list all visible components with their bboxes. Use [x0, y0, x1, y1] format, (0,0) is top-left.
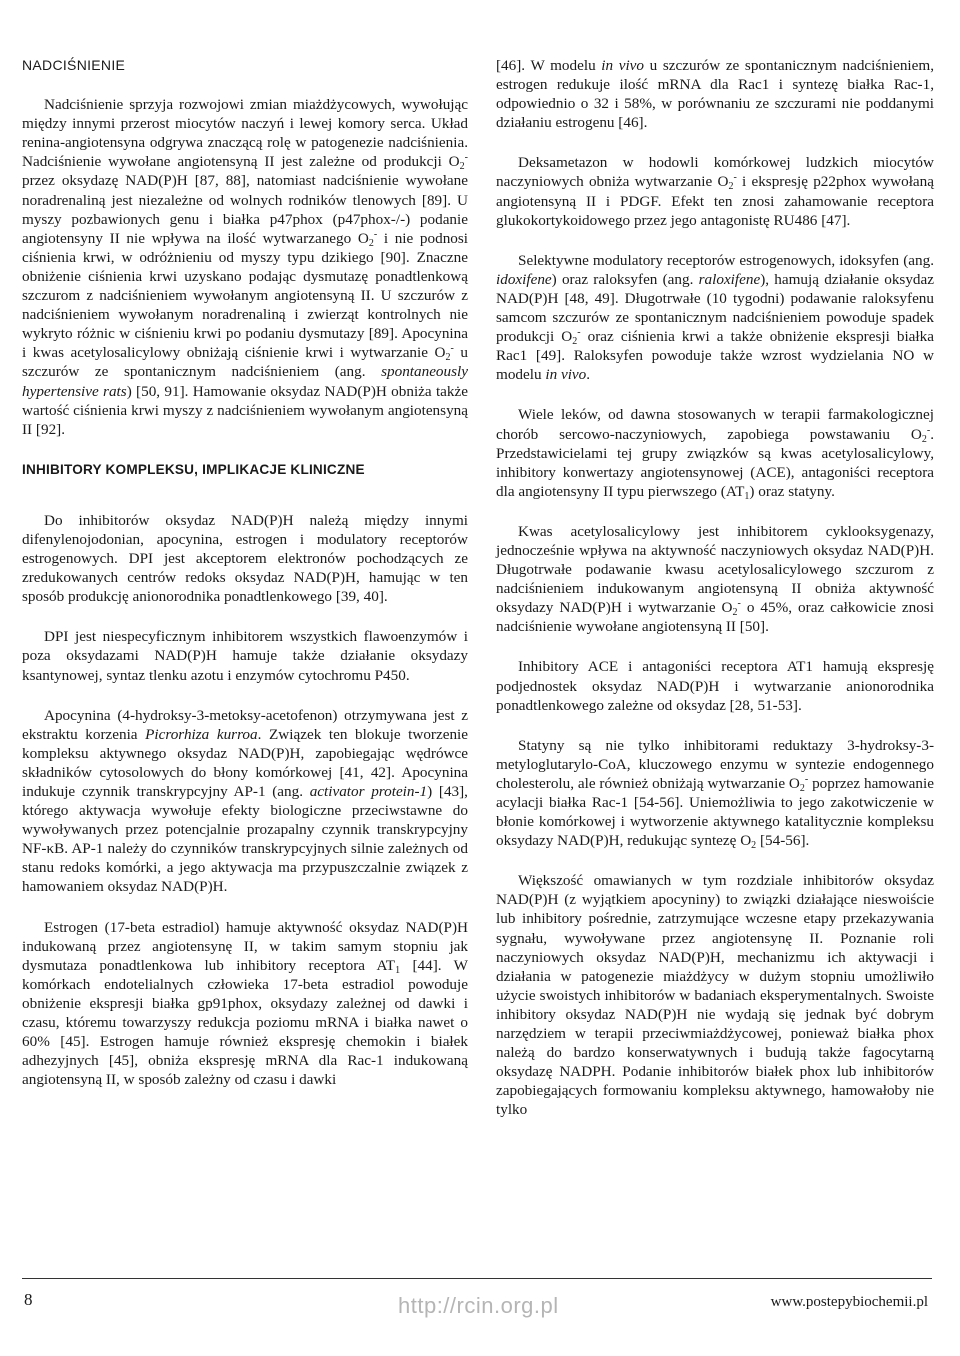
left-column — [22, 56, 468, 1110]
paragraph-summary: Większość omawianych w tym rozdziale inhibitorów oksydaz NAD(P)H (z wyjątkiem apocyniny) to związki działające nieswoiście lub inhibitory pośrednie, zatrzymujące wczesne etapy przekazywania sygnału, wywoływane przez angiotensynę II. Poznanie roli naczyniowych oksydaz NAD(P)H, mechanizmu ich aktywacji i działania w patogenezie miażdżycy w dużym stopniu umożliwiło użycie swoistych inhibitorów w badaniach eksperymentalnych. Swoiste inhibitory oksydaz NAD(P)H nie wydają się jednak być dobrym narzędziem w terapii przeciwmiażdżycowej, ponieważ białka phox należą do bardzo konserwatywnych i budują także fagocytarną oksydazę NADPH. Podanie inhibitorów białek phox lub inhibitorów zapobiegających formowaniu kompleksu aktywnego, hamowałoby nie tylko — [496, 872, 934, 1119]
footer-rule — [22, 1278, 932, 1279]
source-url[interactable]: http://rcin.org.pl — [398, 1293, 559, 1318]
paragraph-statins: Statyny są nie tylko inhibitorami reduktazy 3-hydroksy-3-metyloglutarylo-CoA, kluczowego enzymu w syntezie endogennego cholesterolu, ale również obniżają wytwarzanie $O_2^-$ poprzez hamowanie acylacji białka Rac-1 [54-56]. Uniemożliwia to jego zakotwiczenie w błonie komórkowej i wytworzenie aktywnego katalitycznie kompleksu oksydazy NAD(P)H, redukując syntezę $O_2$ [54-56]. — [496, 736, 934, 852]
journal-url[interactable]: www.postepybiochemii.pl — [770, 1294, 928, 1310]
paragraph-inhibitors: Do inhibitorów oksydaz NAD(P)H należą między innymi difenylenojodonian, apocynina, estrogen i modulatory receptorów estrogenowych. DPI jest akceptorem elektronów pochodzących ze zredukowanych centrów redoks oksydaz NAD(P)H, hamując w ten sposób produkcję anionorodnika ponadtlenkowego [39, 40]. — [22, 511, 468, 606]
paragraph-apocynin: Apocynina (4-hydroksy-3-metoksy-acetofenon) otrzymywana jest z ekstraktu korzenia Picrorhiza kurroa. Związek ten blokuje tworzenie kompleksu aktywnego oksydaz NAD(P)H, zapobiegając wędrówce składników cytosolowych do błony komórkowej [41, 42]. Apocynina indukuje czynnik transkrypcyjny AP-1 (ang. activator protein-1) [43], którego aktywacja wywołuje efekty biologiczne przeciwstawne do wywoływanych przez potencjalnie prozapalny czynnik transkrypcyjny NF-κB. AP-1 należy do czynników transkrypcyjnych silnie zależnych od stanu redoks komórki, a jego aktywacja ma przypuszczalnie związek z hamowaniem oksydaz NAD(P)H. — [22, 706, 469, 896]
right-column — [496, 56, 934, 1141]
paragraph-estrogen: Estrogen (17-beta estradiol) hamuje aktywność oksydaz NAD(P)H indukowaną przez angiotensynę II, w takim samym stopniu jak dysmutaza ponadtlenkowa lub inhibitory receptora $AT_1$ [44]. W komórkach endotelialnych człowieka 17-beta estradiol powoduje obniżenie ekspresji białka gp91phox, oksydazy zależnej od dawki i czasu, któremu towarzyszy redukcja poziomu mRNA i białka nawet o 60% [45]. Estrogen hamuje również ekspresję chemokin i białek adhezyjnych [45], obniża ekspresję mRNA dla Rac-1 indukowaną angiotensyną II, w sposób zależny od czasu i dawki — [22, 918, 468, 1089]
section-heading: INHIBITORY KOMPLEKSU, IMPLIKACJE KLINICZNE — [22, 461, 365, 477]
section-title: NADCIŚNIENIE — [22, 57, 126, 73]
paragraph-dpi: DPI jest niespecyficznym inhibitorem wszystkich flawoenzymów i poza oksydazami NAD(P)H hamuje także działanie oksydazy ksantynowej, syntaz tlenku azotu i enzymów cytochromu P450. — [22, 628, 468, 684]
paragraph-hypertension: Nadciśnienie sprzyja rozwojowi zmian miażdżycowych, wywołując między innymi przerost miocytów naczyń i lewej komory serca. Układ renina-angiotensyna odgrywa znaczącą rolę w patogenezie nadciśnienia. Nadciśnienie wywołane angiotensyną II jest zależne od produkcji $O_2^-$ przez oksydazę NAD(P)H [87, 88], natomiast nadciśnienie wywołane noradrenaliną jest niezależne od wolnych rodników tlenowych [89]. U myszy pozbawionych genu i białka p47phox (p47phox-/-) podanie angiotensyny II nie wpływa na ilość wytwarzanego $O_2^-$ i nie podnosi ciśnienia krwi, w odróżnieniu od myszy typu dzikiego [90]. Znaczne obniżenie ciśnienia krwi uzyskano podając dysmutazę ponadtlenkową szczurom z nadciśnieniem wywołanym angiotensyną II. U szczurów z nadciśnieniem wywołanym noradrenaliną i zwierząt kontrolnych nie wykryto różnic w ciśnieniu krwi po podaniu dysmutazy [89]. Apocynina i kwas acetylosalicylowy obniżają ciśnienie krwi i wytwarzanie $O_2^-$ u szczurów ze spontanicznym nadciśnieniem (ang. spontaneously hypertensive rats) [50, 91]. Hamowanie oksydaz NAD(P)H obniża także wartość ciśnienia krwi myszy z nadciśnieniem wywołanym angiotensyną II [92]. — [22, 96, 469, 438]
paragraph-serms: Selektywne modulatory receptorów estrogenowych, idoksyfen (ang. idoxifene) oraz raloksyfen (ang. raloxifene), hamują działanie oksydaz NAD(P)H [48, 49]. Długotrwałe (10 tygodni) podawanie raloksyfenu samcom szczurów ze spontanicznym nadciśnieniem powoduje spadek produkcji $O_2^-$ oraz ciśnienia krwi a także obniżenie ekspresji białka Rac1 [49]. Raloksyfen powoduje także wzrost wydzielania NO w modelu in vivo. — [496, 251, 934, 384]
paragraph-drugs: Wiele leków, od dawna stosowanych w terapii farmakologicznej chorób sercowo-naczyniowych, zapobiega powstawaniu $O_2^-$. Przedstawicielami tej grupy związków są kwas acetylosalicylowy, inhibitory konwertazy angiotensynowej (ACE), antagoniści receptora dla angiotensyny II typu pierwszego $(AT_1)$ oraz statyny. — [496, 406, 934, 502]
paragraph-ace-inhibitors: Inhibitory ACE i antagoniści receptora AT1 hamują ekspresję podjednostek oksydaz NAD(P)H i wytwarzanie anionorodnika ponadtlenkowego zależne od oksydaz [28, 51-53]. — [496, 658, 934, 714]
page-number: 8 — [24, 1290, 33, 1309]
paragraph-estrogen-continued: [46]. W modelu in vivo u szczurów ze spontanicznym nadciśnieniem, estrogen redukuje ilość mRNA dla Rac1 i syntezę białka Rac-1, odpowiednio o 32 i 58%, w porównaniu ze szczurami nie poddanymi działaniu estrogenu [46]. — [496, 57, 935, 132]
paragraph-aspirin: Kwas acetylosalicylowy jest inhibitorem cyklooksygenazy, jednocześnie wpływa na aktywność naczyniowych oksydaz NAD(P)H. Długotrwałe podawanie kwasu acetylosalicylowego szczurom z nadciśnieniem indukowanym angiotensyną II obniża aktywność oksydazy NAD(P)H i wytwarzanie $O_2^-$ o 45%, oraz całkowicie znosi nadciśnienie wywołane angiotensyną II [50]. — [496, 522, 934, 636]
paragraph-dexamethasone: Deksametazon w hodowli komórkowej ludzkich miocytów naczyniowych obniża wytwarzanie $O_2^-$ i ekspresję p22phox wywołaną angiotensyną II i PDGF. Efekt ten znosi zahamowanie receptora glukokortykoidowego przez jego antagonistę RU486 [47]. — [496, 154, 934, 229]
